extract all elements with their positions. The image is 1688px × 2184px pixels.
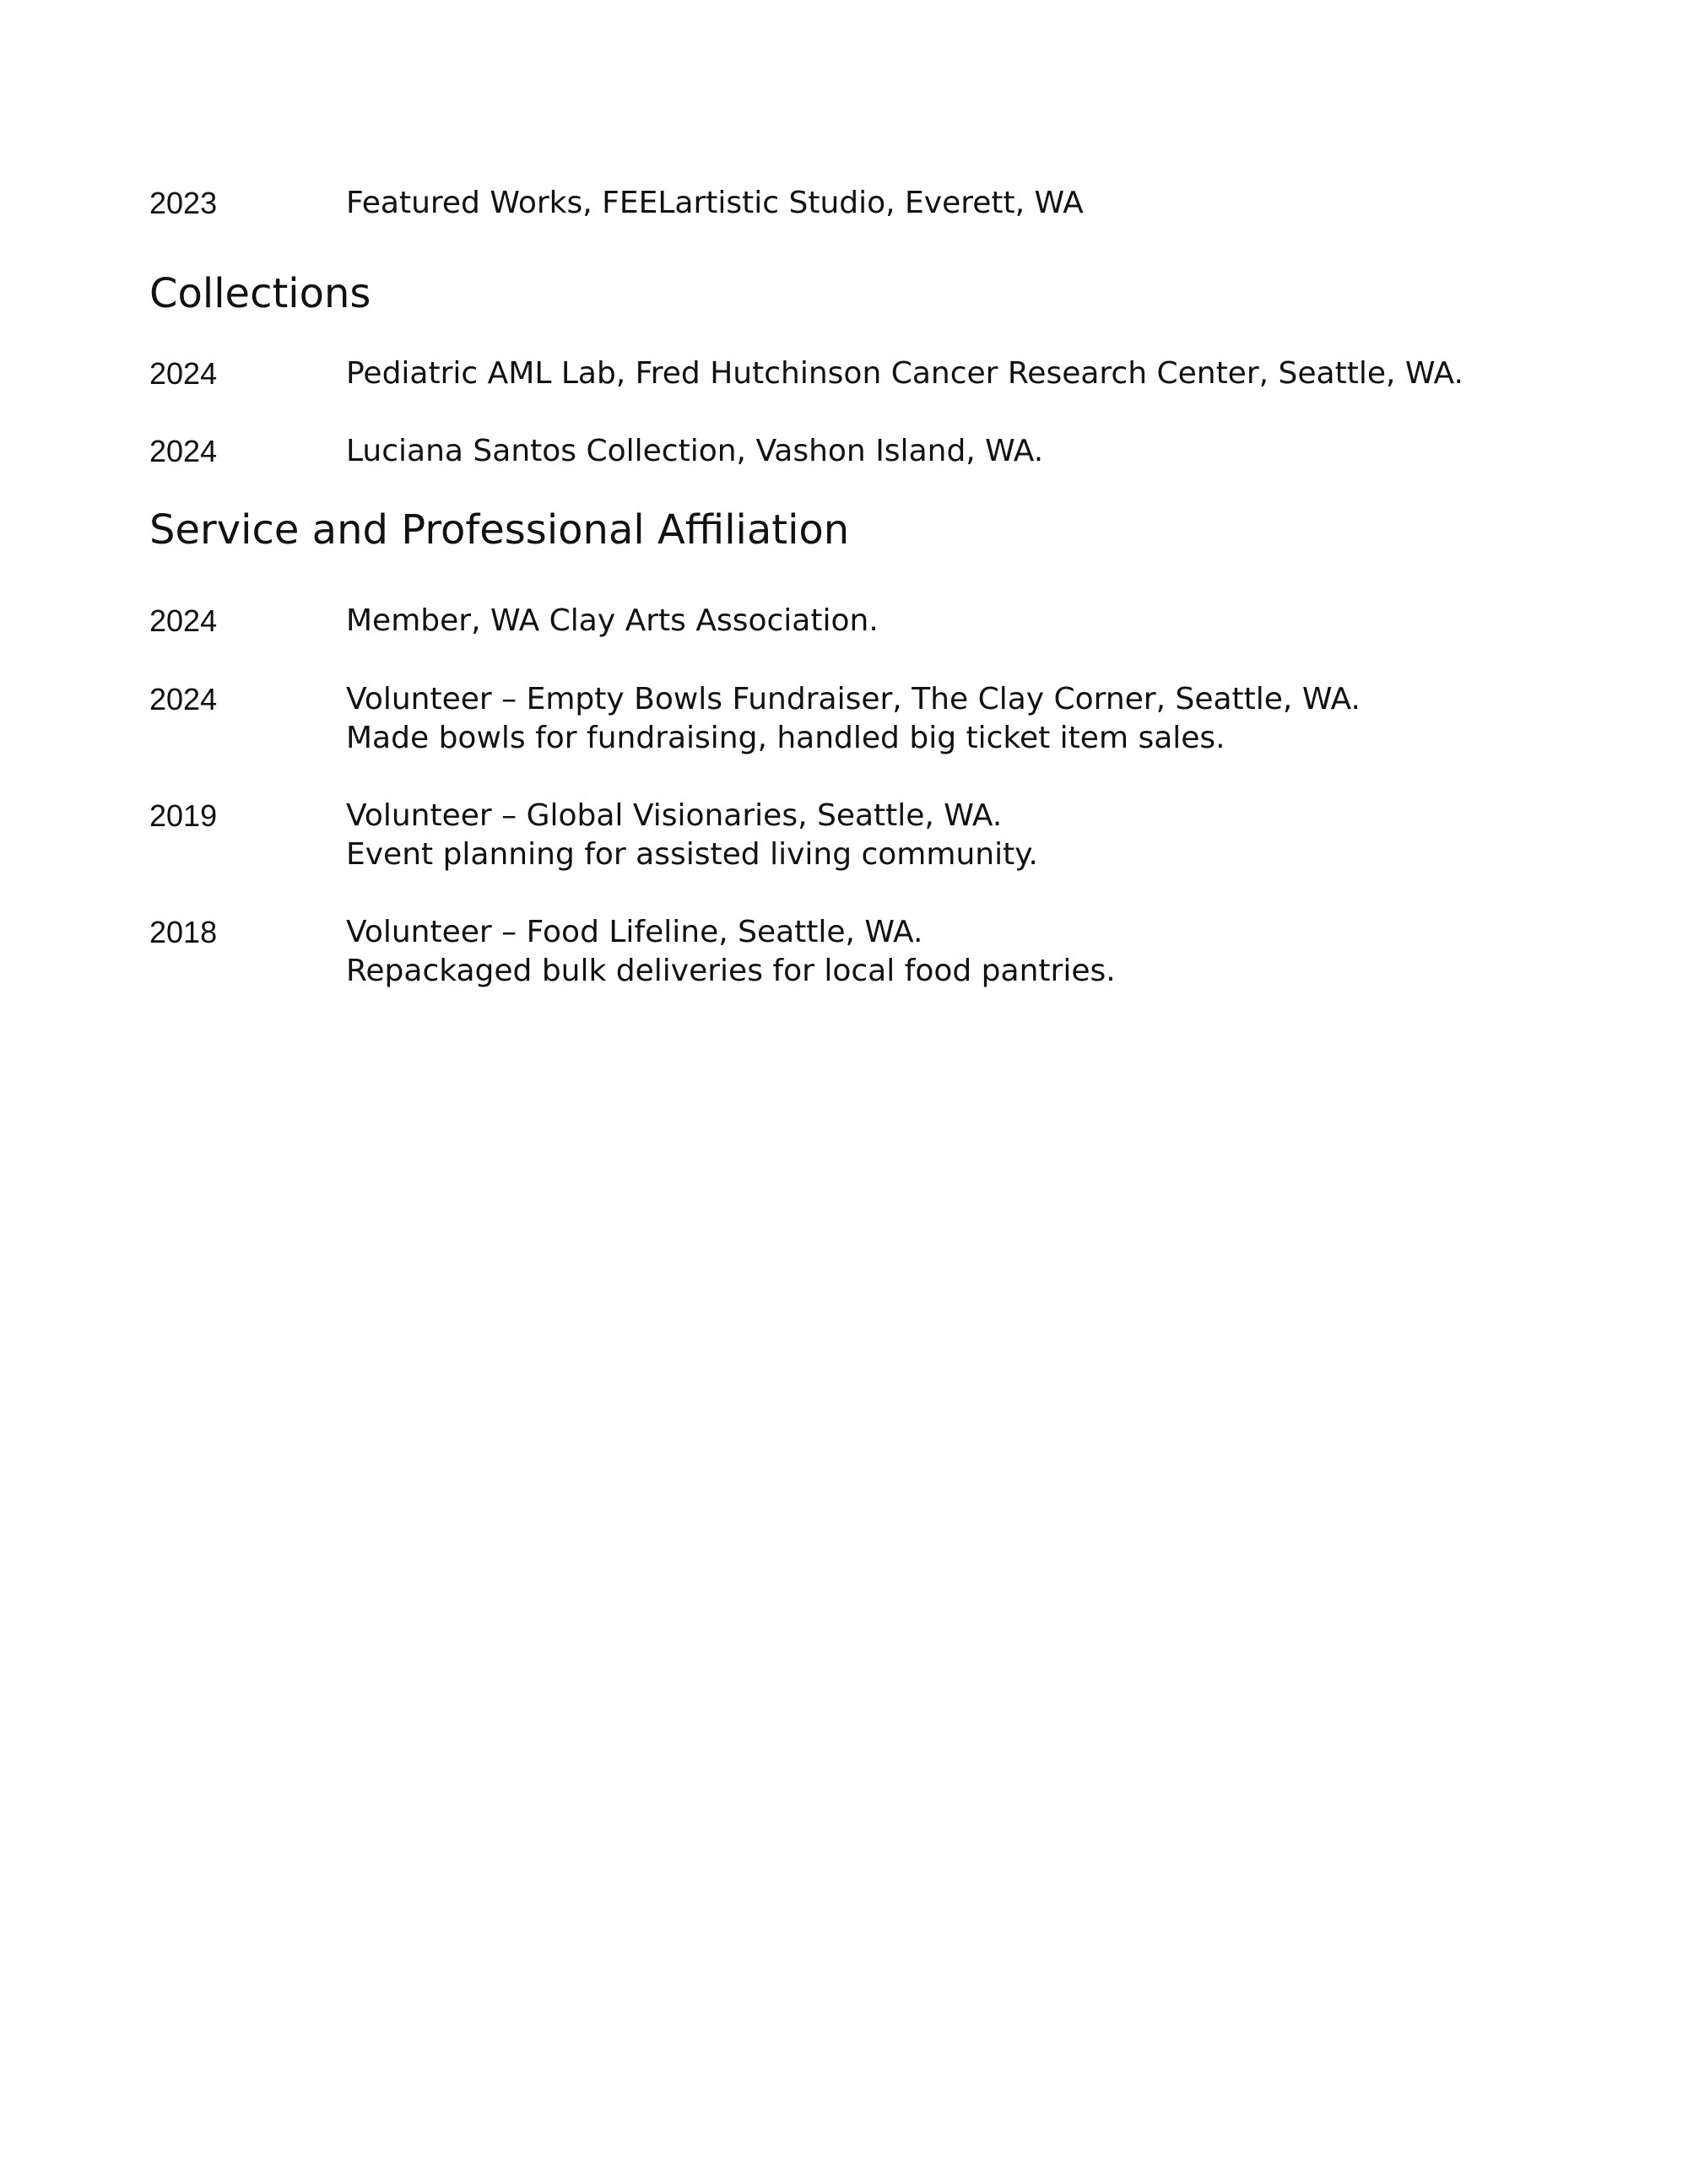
entry-line: Volunteer – Food Lifeline, Seattle, WA. — [346, 915, 923, 949]
entry-line: Volunteer – Empty Bowls Fundraiser, The Clay Corner, Seattle, WA. — [346, 682, 1361, 716]
entry-description — [346, 680, 1361, 758]
entry-line: Made bowls for fundraising, handled big ticket item sales. — [346, 721, 1225, 755]
entry-line: Event planning for assisted living community. — [346, 837, 1038, 872]
entry-year: 2024 — [149, 682, 218, 716]
entry-description: Member, WA Clay Arts Association. — [346, 603, 879, 638]
entry-year: 2018 — [149, 915, 218, 949]
entry-description: Luciana Santos Collection, Vashon Island, WA. — [346, 434, 1044, 468]
entry-description: Pediatric AML Lab, Fred Hutchinson Cancer Research Center, Seattle, WA. — [346, 356, 1463, 391]
entry-description — [346, 797, 1038, 874]
section-title-service: Service and Professional Affiliation — [149, 506, 850, 554]
entry-line: Volunteer – Global Visionaries, Seattle, WA. — [346, 798, 1003, 833]
entry-year: 2023 — [149, 186, 218, 220]
entry-description — [346, 913, 1116, 991]
entry-year: 2024 — [149, 603, 218, 638]
entry-description: Featured Works, FEELartistic Studio, Everett, WA — [346, 186, 1084, 220]
entry-year: 2019 — [149, 798, 218, 833]
entry-year: 2024 — [149, 356, 218, 391]
entry-line: Repackaged bulk deliveries for local food pantries. — [346, 954, 1116, 988]
entry-year: 2024 — [149, 434, 218, 468]
section-title-collections: Collections — [149, 270, 371, 317]
